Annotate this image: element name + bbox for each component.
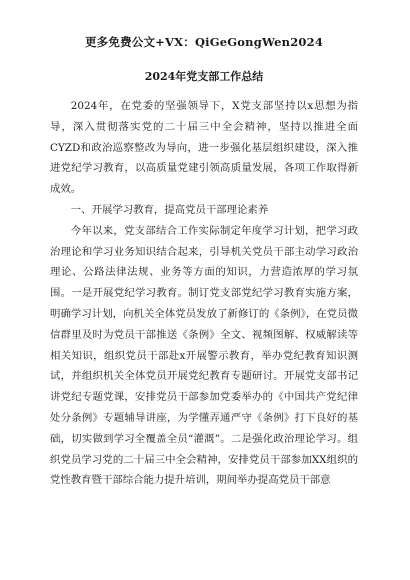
section-heading-1: 一、开展学习教育，提高党员干部理论素养: [70, 203, 269, 216]
paragraph-intro: 2024年，在党委的坚强领导下，X党支部坚持以x思想为指导，深入贯彻落实党的二十届三中全会精神，坚持以推进全面CYZD和政治巡察整改为导向，进一步强化基层组织建设，深入推进党纪学习教育，以高质量党建引领高质量发展，各项工作取得新成效。: [50, 100, 358, 196]
document-title: 2024年党支部工作总结: [144, 70, 264, 83]
paragraph-section-1-body: 今年以来，党支部结合工作实际制定年度学习计划，把学习政治理论和学习业务知识结合起来，引导机关党员干部主动学习政治理论、公路法律法规、业务等方面的知识，力营造浓厚的学习氛围。一是开展党纪学习教育。制订党支部党纪学习教育实施方案，明确学习计划，向机关全体党员发放了新修订的《条例》，在党员微信群里及时为党员干部推送《条例》全文、视频图解、权威解读等相关知识，组织党员干部赴x开展警示教育，举办党纪教育知识测试，并组织机关全体党员开展党纪教育专题研讨。开展党支部书记讲党纪专题党课，安排党员干部参加党委举办的《中国共产党纪律处分条例》专题辅导讲座，为学懂弄通严守《条例》打下良好的基础，切实做到学习全覆盖全员“灌溉”。二是强化政治理论学习。组织党员学习党的二十届三中全会精神，安排党员干部参加XX组织的党性教育暨干部综合能力提升培训，期间举办提高党员干部意: [50, 224, 358, 487]
promo-header: 更多免费公文+VX：QiGeGongWen2024: [84, 35, 324, 49]
